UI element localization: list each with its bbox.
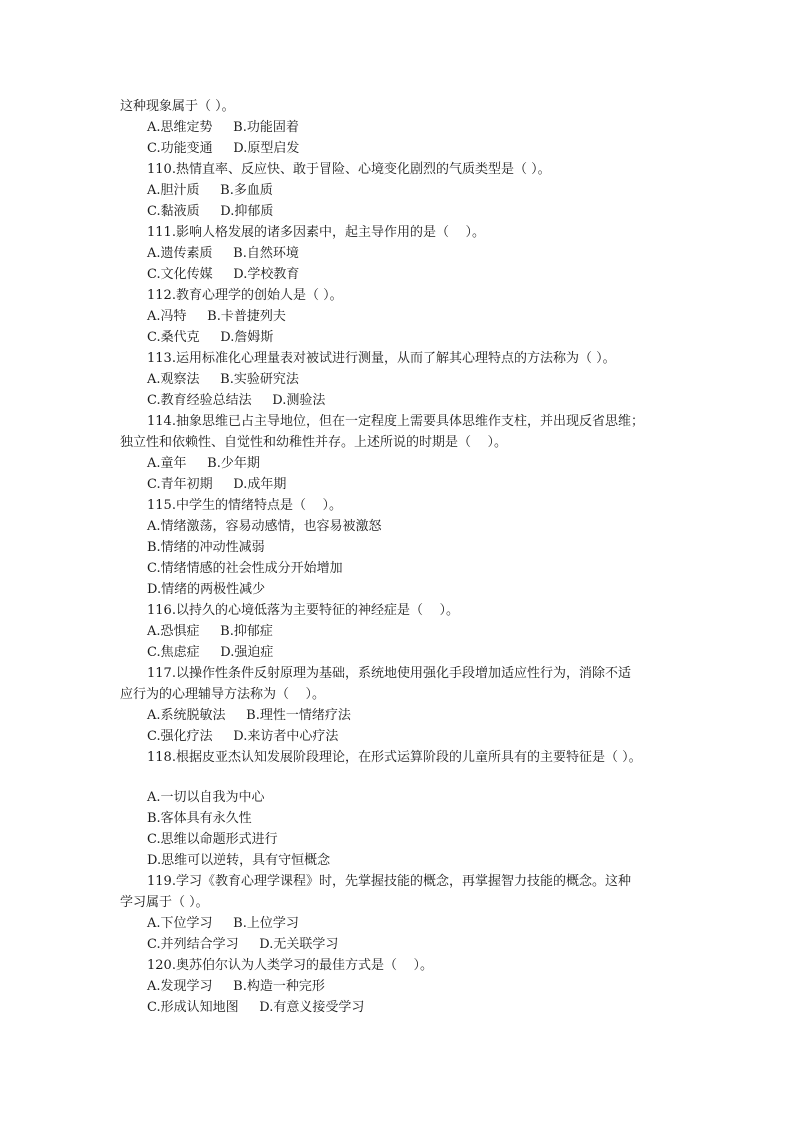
option-line: A.恐惧症 B.抑郁症 — [147, 624, 273, 639]
question-114: 114.抽象思维已占主导地位，但在一定程度上需要具体思维作支柱，并出现反省思维； — [147, 414, 644, 429]
question-115: 115.中学生的情绪特点是（ ）。 — [147, 498, 342, 513]
option-line: C.焦虑症 D.强迫症 — [147, 645, 274, 660]
question-110: 110.热情直率、反应快、敢于冒险、心境变化剧烈的气质类型是（ ）。 — [147, 162, 551, 177]
question-119-cont: 学习属于（ ）。 — [120, 895, 209, 910]
option-line: A.遗传素质 B.自然环境 — [147, 246, 299, 261]
question-113: 113.运用标准化心理量表对被试进行测量，从而了解其心理特点的方法称为（ ）。 — [147, 351, 616, 366]
option-line: C.形成认知地图 D.有意义接受学习 — [147, 1000, 365, 1015]
option-line: C.教育经验总结法 D.测验法 — [147, 393, 326, 408]
question-120: 120.奥苏伯尔认为人类学习的最佳方式是（ ）。 — [147, 958, 433, 973]
question-117: 117.以操作性条件反射原理为基础，系统地使用强化手段增加适应性行为，消除不适 — [147, 666, 631, 681]
option-line: A.童年 B.少年期 — [147, 456, 260, 471]
question-118: 118.根据皮亚杰认知发展阶段理论，在形式运算阶段的儿童所具有的主要特征是（ ）。 — [147, 750, 642, 765]
option-line: C.黏液质 D.抑郁质 — [147, 204, 274, 219]
option-line: C.并列结合学习 D.无关联学习 — [147, 937, 339, 952]
question-117-cont: 应行为的心理辅导方法称为（ ）。 — [120, 687, 326, 702]
question-114-cont: 独立性和依赖性、自觉性和幼稚性并存。上述所说的时期是（ ）。 — [120, 435, 508, 450]
option-line: C.思维以命题形式进行 — [147, 832, 278, 847]
option-line: A.发现学习 B.构造一种完形 — [147, 979, 325, 994]
option-line: B.情绪的冲动性减弱 — [147, 540, 265, 555]
option-line: C.文化传媒 D.学校教育 — [147, 267, 300, 282]
option-line: B.客体具有永久性 — [147, 811, 252, 826]
option-line: A.思维定势 B.功能固着 — [147, 120, 299, 135]
question-116: 116.以持久的心境低落为主要特征的神经症是（ ）。 — [147, 603, 459, 618]
option-line: C.情绪情感的社会性成分开始增加 — [147, 561, 343, 576]
option-line: D.思维可以逆转，具有守恒概念 — [147, 853, 331, 868]
option-line: A.情绪激荡，容易动感情，也容易被激怒 — [147, 519, 382, 534]
text-line: 这种现象属于（ ）。 — [120, 99, 235, 114]
question-119: 119.学习《教育心理学课程》时，先掌握技能的概念，再掌握智力技能的概念。这种 — [147, 874, 631, 889]
option-line: C.强化疗法 D.来访者中心疗法 — [147, 729, 339, 744]
option-line: C.功能变通 D.原型启发 — [147, 141, 300, 156]
option-line: A.冯特 B.卡普捷列夫 — [147, 309, 286, 324]
option-line: A.观察法 B.实验研究法 — [147, 372, 299, 387]
option-line: A.胆汁质 B.多血质 — [147, 183, 273, 198]
option-line: A.下位学习 B.上位学习 — [147, 916, 299, 931]
option-line: A.系统脱敏法 B.理性一情绪疗法 — [147, 708, 351, 723]
option-line: C.桑代克 D.詹姆斯 — [147, 330, 274, 345]
question-112: 112.教育心理学的创始人是（ ）。 — [147, 288, 343, 303]
question-111: 111.影响人格发展的诸多因素中，起主导作用的是（ ）。 — [147, 225, 485, 240]
option-line: C.青年初期 D.成年期 — [147, 477, 287, 492]
option-line: D.情绪的两极性减少 — [147, 582, 266, 597]
option-line: A.一切以自我为中心 — [147, 790, 265, 805]
